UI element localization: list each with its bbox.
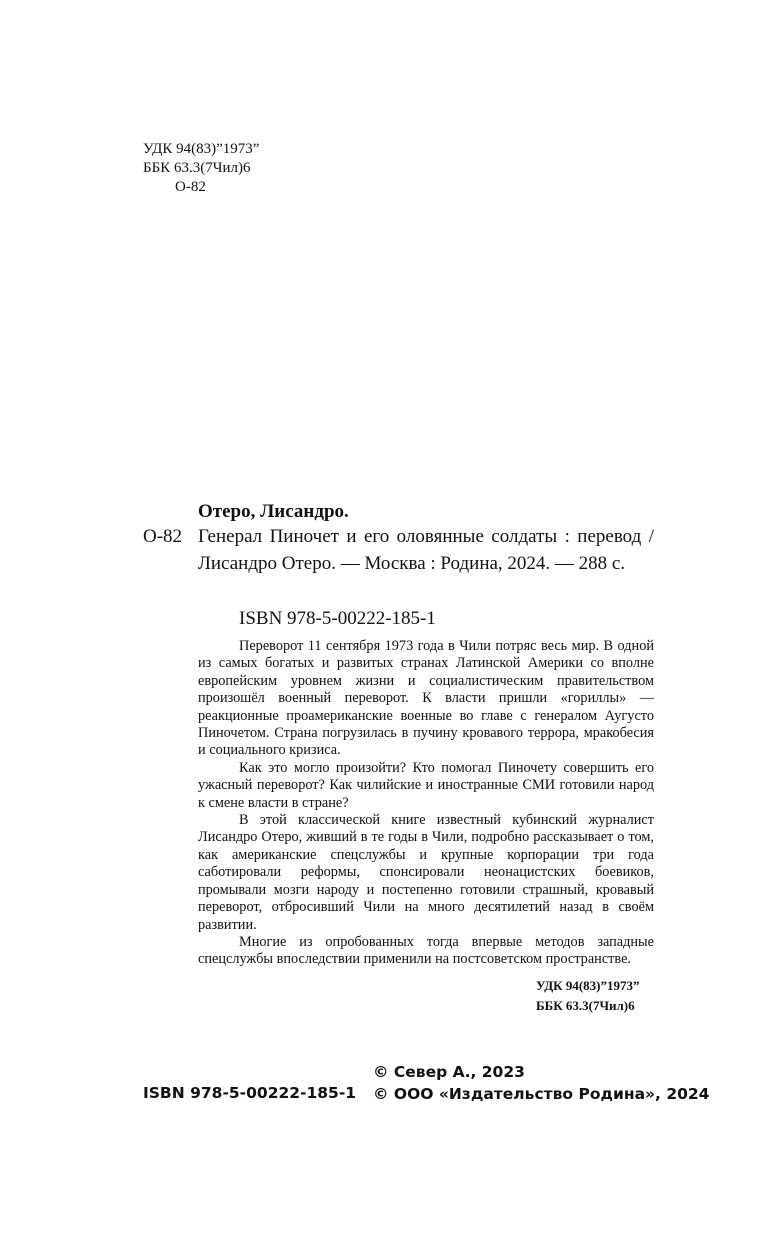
footer-isbn: ISBN 978-5-00222-185-1: [143, 1084, 357, 1102]
annotation-paragraph: Переворот 11 сентября 1973 года в Чили потряс весь мир. В одной из самых богатых и развитых странах Латинской Америки со вполне европейским уровнем жизни и социалистическим правительством произошёл военный переворот. К власти пришли «гориллы» — реакционные проамериканские военные во главе с генералом Аугусто Пиночетом. Страна погрузилась в пучину кровавого террора, мракобесия и социального кризиса.: [198, 638, 654, 759]
annotation-paragraph: Как это могло произойти? Кто помогал Пиночету совершить его ужасный переворот? Как чилийские и иностранные СМИ готовили народ к смене власти в стране?: [198, 759, 654, 811]
copyright-publisher: © ООО «Издательство Родина», 2024: [373, 1085, 710, 1103]
catalog-author: Отеро, Лисандро.: [198, 501, 349, 522]
annotation-paragraph: В этой классической книге известный кубинский журналист Лисандро Отеро, живший в те годы в Чили, подробно рассказывает о том, как американские спецслужбы и крупные корпорации три года саботировали реформы, спонсировали неонацистских боевиков, промывали мозги народу и постепенно готовили страшный, кровавый переворот, отбросивший Чили на много десятилетий назад в своём развитии.: [198, 812, 654, 933]
annotation-paragraph: Многие из опробованных тогда впервые методов западные спецслужбы впоследствии применили на постсоветском пространстве.: [198, 933, 654, 968]
catalog-title-description: Генерал Пиночет и его оловянные солдаты : перевод / Лисандро Отеро. — Москва : Родина, 2024. — 288 с.: [198, 526, 654, 574]
cutter-code: О-82: [175, 179, 206, 195]
annotation: [198, 638, 654, 969]
bbk-code: ББК 63.3(7Чил)6: [143, 160, 251, 176]
copyright-block: [373, 1061, 709, 1105]
bbk-code-bottom: ББК 63.3(7Чил)6: [536, 998, 635, 1013]
udk-code-bottom: УДК 94(83)”1973”: [536, 978, 640, 993]
classification-header: [143, 140, 259, 197]
copyright-translator: © Север А., 2023: [373, 1063, 525, 1081]
classification-codes-bottom: [536, 976, 640, 1016]
catalog-cutter: О-82: [143, 526, 183, 547]
udk-code: УДК 94(83)”1973”: [143, 141, 260, 157]
catalog-isbn: ISBN 978-5-00222-185-1: [239, 608, 436, 629]
